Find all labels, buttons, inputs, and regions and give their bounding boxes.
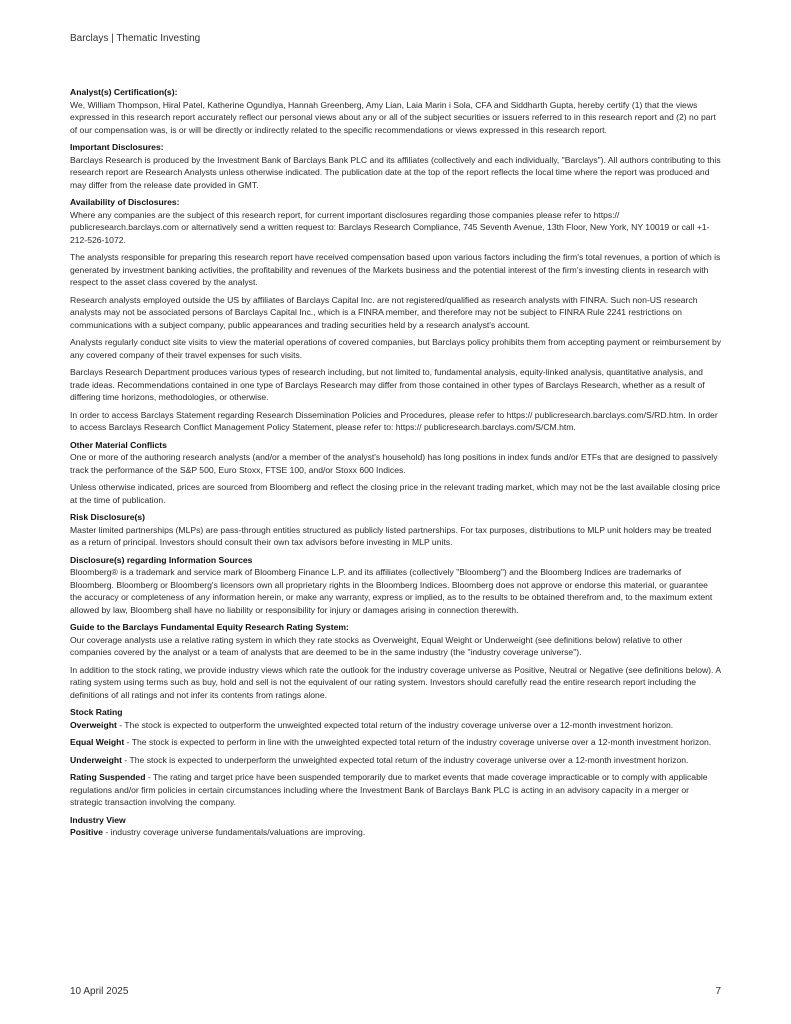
section-heading: Disclosure(s) regarding Information Sources xyxy=(70,554,253,565)
rating-term: Equal Weight xyxy=(70,737,125,747)
rating-definition xyxy=(70,754,722,767)
paragraph: Barclays Research is produced by the Investment Bank of Barclays Bank PLC and its affiliates (collectively and each individually, "Barclays"). All authors contributing to this research report are Research Analysts unless otherwise indicated. The publication date at the top of the report reflects the local time where the report was produced and may differ from the release date provided in GMT. xyxy=(70,154,721,190)
page-header: Barclays | Thematic Investing xyxy=(70,33,201,44)
rating-term: Rating Suspended xyxy=(70,772,146,782)
rating-description: - The stock is expected to underperform the unweighted expected total return of the industry coverage universe over a 12-month investment horizon. xyxy=(122,754,689,765)
paragraph: We, William Thompson, Hiral Patel, Katherine Ogundiya, Hannah Greenberg, Amy Lian, Laia Marin i Sola, CFA and Siddharth Gupta, hereby certify (1) that the views expressed in this research report accurately reflect our personal views about any or all of the subject securities or issuers referred to in this research report and (2) no part of our compensation was, is or will be directly or indirectly related to the specific recommendations or views expressed in this research report. xyxy=(70,99,716,135)
page-number: 7 xyxy=(715,986,721,997)
rating-definition xyxy=(70,719,722,732)
footer-date: 10 April 2025 xyxy=(70,986,129,997)
rating-term: Underweight xyxy=(70,754,123,765)
section-heading: Guide to the Barclays Fundamental Equity Research Rating System: xyxy=(70,622,349,632)
section-rating-system-guide xyxy=(70,621,722,701)
section-analyst-certification xyxy=(70,86,722,136)
paragraph: Research analysts employed outside the US by affiliates of Barclays Capital Inc. are not registered/qualified as research analysts with FINRA. Such non-US research analysts may not be associated persons of Barclays Capital Inc., which is a FINRA member, and therefore may not be subject to FINRA Rule 2241 restrictions on communications with a subject company, public appearances and trading securities held by a research analyst's account. xyxy=(70,294,698,330)
section-important-disclosures xyxy=(70,141,722,191)
paragraph: Barclays Research Department produces various types of research including, but not limited to, fundamental analysis, equity-linked analysis, quantitative analysis, and trade ideas. Recommendations contained in one type of Barclays Research may differ from those contained in other types of Barclays Research, whether as a result of differing time horizons, methodologies, or otherwise. xyxy=(70,367,705,402)
paragraph: In addition to the stock rating, we provide industry views which rate the outlook for the industry coverage universe as Positive, Neutral or Negative (see definitions below). A rating system using terms such as buy, hold and sell is not the equivalent of our rating system. Investors should carefully read the entire research report including the definitions of all ratings and not infer its contents from ratings alone. xyxy=(70,664,721,700)
section-heading: Important Disclosures: xyxy=(70,142,164,152)
section-heading: Risk Disclosure(s) xyxy=(70,512,145,522)
paragraph: Where any companies are the subject of this research report, for current important disclosures regarding those companies please refer to https:// publicresearch.barclays.com or alternatively send a written request to: Barclays Research Compliance, 745 Seventh Avenue, 13th Floor, New York, NY 10019 or call +1-212-526-1072. xyxy=(70,209,710,245)
paragraph: The analysts responsible for preparing this research report have received compensation based upon various factors including the firm's total revenues, a portion of which is generated by investment banking activities, the profitability and revenues of the Markets business and the potential interest of the firm's investing clients in research with respect to the asset class covered by the analyst. xyxy=(70,252,721,287)
rating-definition xyxy=(70,771,722,809)
section-risk-disclosures xyxy=(70,511,722,549)
rating-definition xyxy=(70,736,722,749)
industry-view-description: - industry coverage universe fundamentals/valuations are improving. xyxy=(102,827,366,837)
paragraph: Our coverage analysts use a relative rating system in which they rate stocks as Overweight, Equal Weight or Underweight (see definitions below) relative to other companies covered by the analyst or a team of analysts that are deemed to be in the same industry (the "industry coverage universe"). xyxy=(70,634,683,657)
paragraph: One or more of the authoring research analysts (and/or a member of the analyst's household) has long positions in index funds and/or ETFs that are designed to passively track the performance of the S&P 500, Euro Stoxx, FTSE 100, and/or Stoxx 600 Indices. xyxy=(70,452,718,475)
industry-view-term: Positive xyxy=(70,827,103,837)
section-information-sources xyxy=(70,554,722,617)
section-stock-rating xyxy=(70,706,722,809)
rating-description: - The stock is expected to perform in line with the unweighted expected total return of the industry coverage universe over a 12-month investment horizon. xyxy=(124,737,712,747)
rating-term: Overweight xyxy=(70,719,117,730)
rating-description: - The stock is expected to outperform the unweighted expected total return of the industry coverage universe over a 12-month investment horizon. xyxy=(116,719,674,730)
section-industry-view xyxy=(70,814,722,839)
industry-view-definition xyxy=(70,826,722,839)
section-heading: Stock Rating xyxy=(70,707,123,717)
paragraph: Master limited partnerships (MLPs) are pass-through entities structured as publicly listed partnerships. For tax purposes, distributions to MLP unit holders may be treated as a return of principal. Investors should consult their own tax advisors before investing in MLP units. xyxy=(70,524,712,547)
section-heading: Other Material Conflicts xyxy=(70,439,167,450)
disclosures-body xyxy=(70,86,722,844)
section-availability-of-disclosures xyxy=(70,196,722,434)
section-heading: Analyst(s) Certification(s): xyxy=(70,87,178,97)
section-other-material-conflicts xyxy=(70,439,722,507)
paragraph: Unless otherwise indicated, prices are sourced from Bloomberg and reflect the closing price in the relevant trading market, which may not be the last available closing price at the time of publication. xyxy=(70,482,721,505)
paragraph: Bloomberg® is a trademark and service mark of Bloomberg Finance L.P. and its affiliates (collectively "Bloomberg") and the Bloomberg Indices are trademarks of Bloomberg. Bloomberg or Bloomberg's licensors own all proprietary rights in the Bloomberg Indices. Bloomberg does not approve or endorse this material, or guarantee the accuracy or completeness of any information herein, or make any warranty, express or implied, as to the results to be obtained therefrom and, to the maximum extent allowed by law, Bloomberg shall have no liability or responsibility for injury or damages arising in connection therewith. xyxy=(70,567,713,615)
paragraph: In order to access Barclays Statement regarding Research Dissemination Policies and Procedures, please refer to https:// publicresearch.barclays.com/S/RD.htm. In order to access Barclays Research Conflict Management Policy Statement, please refer to: https:// publicresearch.barclays.com/S/CM.htm. xyxy=(70,409,718,432)
paragraph: Analysts regularly conduct site visits to view the material operations of covered companies, but Barclays policy prohibits them from accepting payment or reimbursement by any covered company of their travel expenses for such visits. xyxy=(70,337,722,360)
section-heading: Industry View xyxy=(70,814,126,825)
section-heading: Availability of Disclosures: xyxy=(70,197,180,207)
rating-description: - The rating and target price have been suspended temporarily due to market events that made coverage impracticable or to comply with applicable regulations and/or firm policies in certain circumstances including where the Investment Bank of Barclays Bank PLC is acting in an advisory capacity in a merger or strategic transaction involving the company. xyxy=(70,772,708,807)
